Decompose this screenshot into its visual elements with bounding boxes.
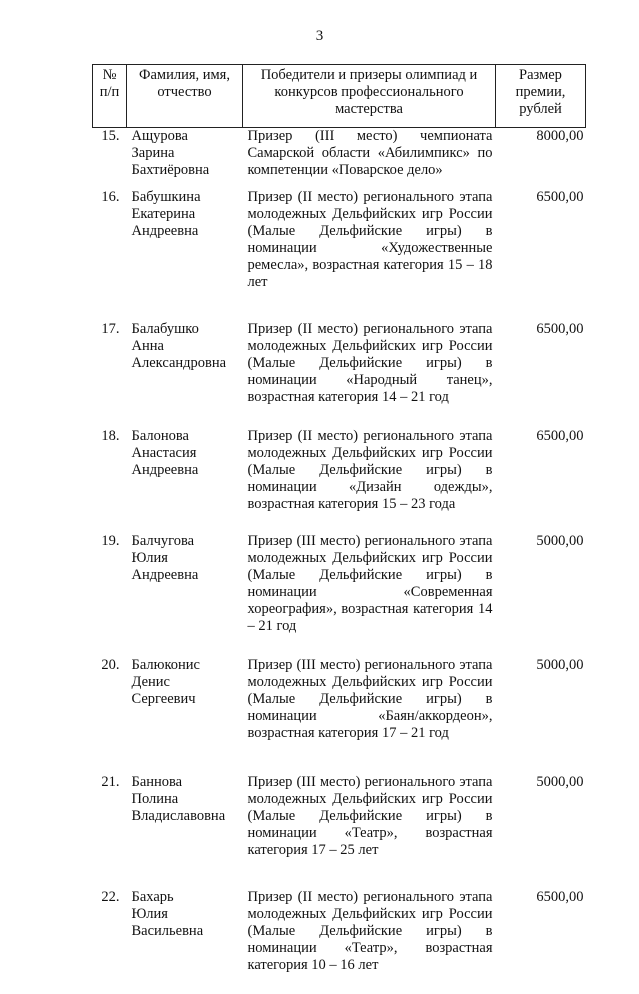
row-description: Призер (III место) регионального этапа молодежных Дельфийских игр России (Малые Дельфийские игры) в номинации «Баян/аккордеон», возрастная категория 17 – 21 год [243,657,496,774]
name-patronymic: Андреевна [132,462,243,479]
row-description: Призер (II место) регионального этапа молодежных Дельфийских игр России (Малые Дельфийские игры) в номинации «Народный танец», возрастная категория 14 – 21 год [243,321,496,428]
table-row [93,774,586,889]
name-last: Ащурова [132,128,243,145]
table-row [93,657,586,774]
name-first: Полина [132,791,243,808]
name-first: Зарина [132,145,243,162]
row-full-name [127,774,243,889]
row-number: 19. [93,533,127,657]
name-patronymic: Бахтиёровна [132,162,243,179]
name-patronymic: Сергеевич [132,691,243,708]
table-row [93,321,586,428]
table-body [93,128,586,994]
row-number: 18. [93,428,127,533]
row-description: Призер (III место) регионального этапа молодежных Дельфийских игр России (Малые Дельфийские игры) в номинации «Театр», возрастная категория 17 – 25 лет [243,774,496,889]
name-patronymic: Андреевна [132,567,243,584]
row-amount: 5000,00 [496,657,586,774]
row-amount: 6500,00 [496,428,586,533]
row-full-name [127,657,243,774]
name-first: Екатерина [132,206,243,223]
name-last: Бахарь [132,889,243,906]
row-amount: 6500,00 [496,321,586,428]
row-amount: 8000,00 [496,128,586,190]
name-first: Денис [132,674,243,691]
row-description: Призер (III место) регионального этапа молодежных Дельфийских игр России (Малые Дельфийские игры) в номинации «Современная хореография», возрастная категория 14 – 21 год [243,533,496,657]
row-number: 22. [93,889,127,994]
row-description: Призер (III место) чемпионата Самарской области «Абилимпикс» по компетенции «Поварское дело» [243,128,496,190]
name-last: Балонова [132,428,243,445]
row-number: 20. [93,657,127,774]
awards-table [92,64,585,994]
name-last: Балабушко [132,321,243,338]
name-last: Баннова [132,774,243,791]
name-patronymic: Владиславовна [132,808,243,825]
row-number: 17. [93,321,127,428]
header-full-name: Фамилия, имя, отчество [127,65,243,128]
row-amount: 6500,00 [496,189,586,321]
header-amount: Размер премии, рублей [496,65,586,128]
name-first: Анна [132,338,243,355]
table-row [93,428,586,533]
name-last: Балчугова [132,533,243,550]
row-number: 21. [93,774,127,889]
name-patronymic: Андреевна [132,223,243,240]
row-description: Призер (II место) регионального этапа молодежных Дельфийских игр России (Малые Дельфийские игры) в номинации «Художественные ремесла», возрастная категория 15 – 18 лет [243,189,496,321]
row-number: 15. [93,128,127,190]
table-row [93,533,586,657]
name-patronymic: Васильевна [132,923,243,940]
name-first: Юлия [132,550,243,567]
row-amount: 5000,00 [496,774,586,889]
row-description: Призер (II место) регионального этапа молодежных Дельфийских игр России (Малые Дельфийские игры) в номинации «Дизайн одежды», возрастная категория 15 – 23 года [243,428,496,533]
name-first: Анастасия [132,445,243,462]
page-number: 3 [0,28,639,45]
row-full-name [127,128,243,190]
name-patronymic: Александровна [132,355,243,372]
row-full-name [127,189,243,321]
name-last: Бабушкина [132,189,243,206]
row-full-name [127,321,243,428]
header-description: Победители и призеры олимпиад и конкурсов профессионального мастерства [243,65,496,128]
table-header-row [93,65,586,128]
header-number: № п/п [93,65,127,128]
name-last: Балюконис [132,657,243,674]
table-row [93,189,586,321]
row-number: 16. [93,189,127,321]
row-amount: 5000,00 [496,533,586,657]
row-full-name [127,533,243,657]
table-row [93,128,586,190]
name-first: Юлия [132,906,243,923]
row-description: Призер (II место) регионального этапа молодежных Дельфийских игр России (Малые Дельфийские игры) в номинации «Театр», возрастная категория 10 – 16 лет [243,889,496,994]
row-amount: 6500,00 [496,889,586,994]
row-full-name [127,428,243,533]
